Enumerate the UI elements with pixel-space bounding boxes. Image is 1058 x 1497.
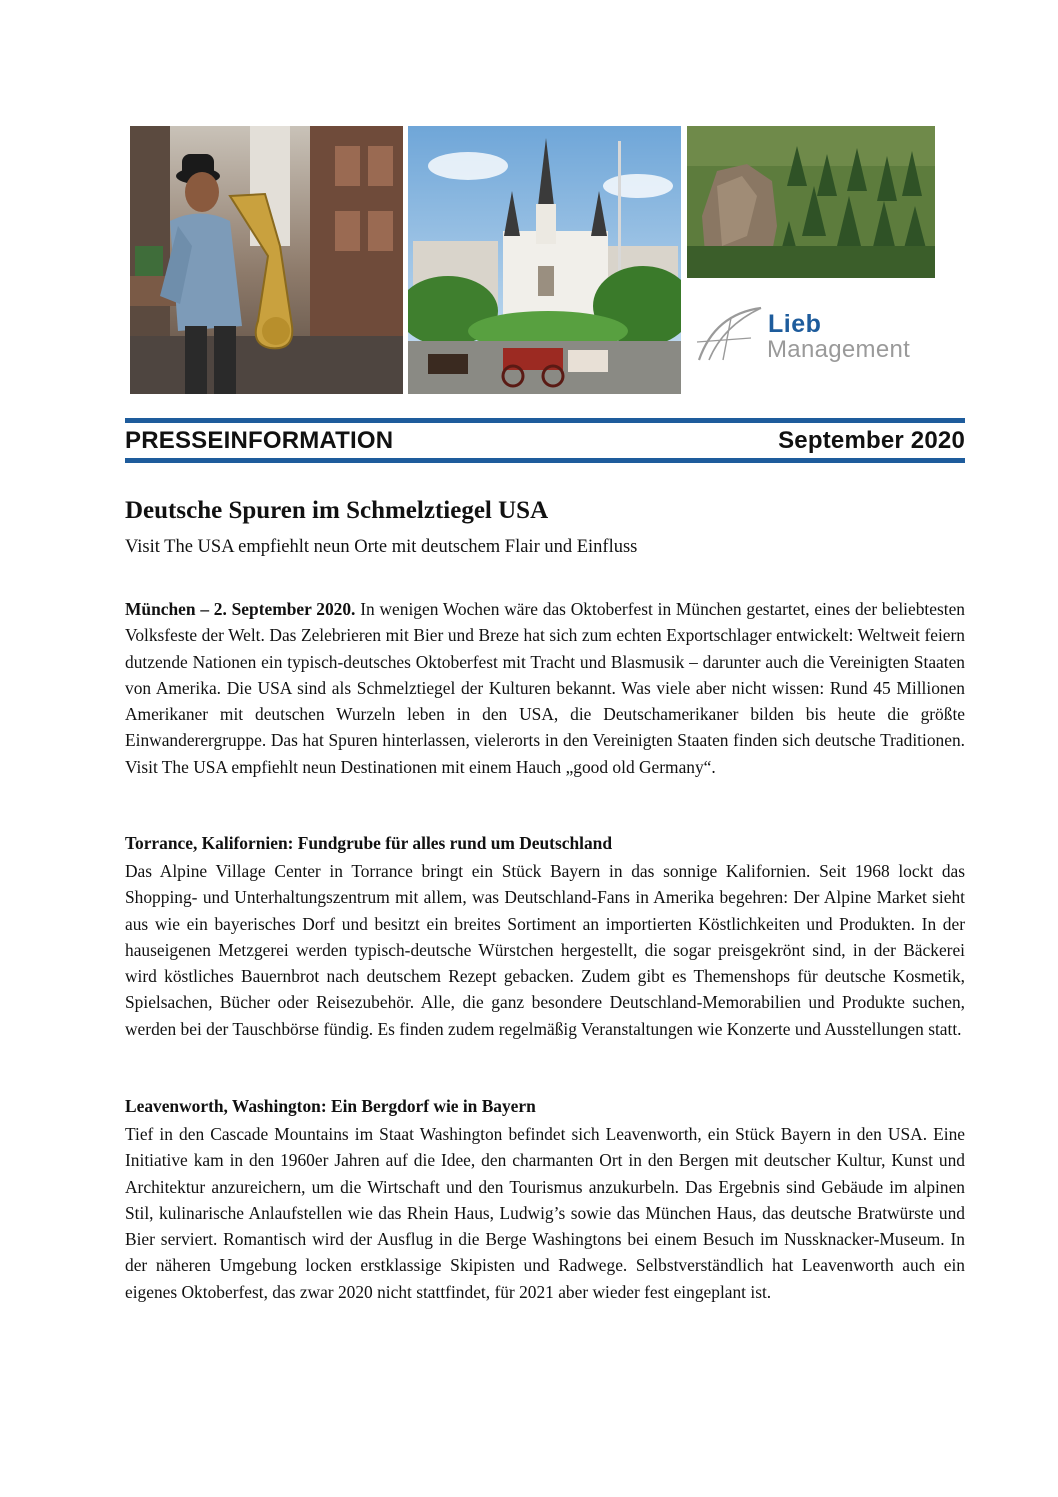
logo-arc-icon — [695, 302, 769, 364]
press-date: September 2020 — [778, 427, 965, 454]
photo-saxophone-player — [130, 126, 403, 394]
photo-rock-forest — [687, 126, 935, 278]
lieb-management-logo — [695, 300, 935, 370]
logo-subtitle: Management — [767, 336, 911, 363]
document-title: Deutsche Spuren im Schmelztiegel USA — [125, 497, 549, 524]
header-rule-top — [125, 418, 965, 423]
section-text-leavenworth: Tief in den Cascade Mountains im Staat Washington befindet sich Leavenworth, ein Stück Bayern in den USA. Eine Initiative kam in den 1960er Jahren auf die Idee, den charmanten Ort in den Bergen mit deutscher Kultur, Kunst und Architektur anzureichern, um die Wirtschaft und den Tourismus anzukurbeln. Das Ergebnis sind Gebäude im alpinen Stil, kulinarische Anlaufstellen wie das Rhein Haus, Ludwig’s sowie das München Haus, das deutsche Bratwürste und Bier serviert. Romantisch wird der Ausflug in die Berge Washingtons bei einem Besuch im Nussknacker-Museum. In der näheren Umgebung locken erstklassige Skipisten und Radwege. Selbstverständlich hat Leavenworth auch ein eigenes Oktoberfest, das zwar 2020 nicht stattfindet, für 2021 aber wieder fest eingeplant ist. — [125, 1124, 965, 1302]
intro-paragraph — [125, 596, 965, 780]
saxophone-player-image — [130, 126, 403, 394]
header-rule-bottom — [125, 458, 965, 463]
logo-name: Lieb — [768, 310, 822, 338]
section-text-torrance: Das Alpine Village Center in Torrance bringt ein Stück Bayern in das sonnige Kalifornien. Seit 1968 lockt das Shopping- und Unterhaltungszentrum mit allem, was Deutschland-Fans in Amerika begehren: Der Alpine Market sieht aus wie ein bayerisches Dorf und besitzt ein breites Sortiment an importierten Köstlichkeiten und Produkten. In der hauseigenen Metzgerei werden typisch-deutsche Würstchen hergestellt, die sogar preisgekrönt sind, in der Bäckerei wird köstliches Bauernbrot nach deutschem Rezept gebacken. Zudem gibt es Themenshops für deutsche Kosmetik, Spielsachen, Bücher oder Reisezubehör. Alle, die ganz besondere Deutschland-Memorabilien und Produkte suchen, werden bei der Tauschbörse fündig. Es finden zudem regelmäßig Veranstaltungen wie Konzerte und Ausstellungen statt. — [125, 861, 965, 1039]
press-label: PRESSEINFORMATION — [125, 427, 394, 454]
intro-text: In wenigen Wochen wäre das Oktoberfest in München gestartet, eines der beliebtesten Volksfeste der Welt. Das Zelebrieren mit Bier und Breze hat sich zum echten Exportschlager entwickelt: Weltweit feiern dutzende Nationen ein typisch-deutsches Oktoberfest mit Tracht und Blasmusik – darunter auch die Vereinigten Staaten von Amerika. Die USA sind als Schmelztiegel der Kulturen bekannt. Was viele aber nicht wissen: Rund 45 Millionen Amerikaner mit deutschen Wurzeln leben in den USA, die Deutschamerikaner bilden bis heute die größte Einwanderergruppe. Das hat Spuren hinterlassen, vielerorts in den Vereinigten Staaten finden sich deutsche Traditionen. Visit The USA empfiehlt neun Destinationen mit einem Hauch „good old Germany“. — [125, 599, 965, 777]
section-heading-leavenworth: Leavenworth, Washington: Ein Bergdorf wie in Bayern — [125, 1096, 536, 1116]
document-subtitle: Visit The USA empfiehlt neun Orte mit deutschem Flair und Einfluss — [125, 537, 638, 557]
section-heading-torrance: Torrance, Kalifornien: Fundgrube für alles rund um Deutschland — [125, 833, 612, 853]
photo-cathedral — [408, 126, 681, 394]
cathedral-image — [408, 126, 681, 394]
intro-dateline: München – 2. September 2020. — [125, 599, 356, 619]
rock-forest-image — [687, 126, 935, 278]
